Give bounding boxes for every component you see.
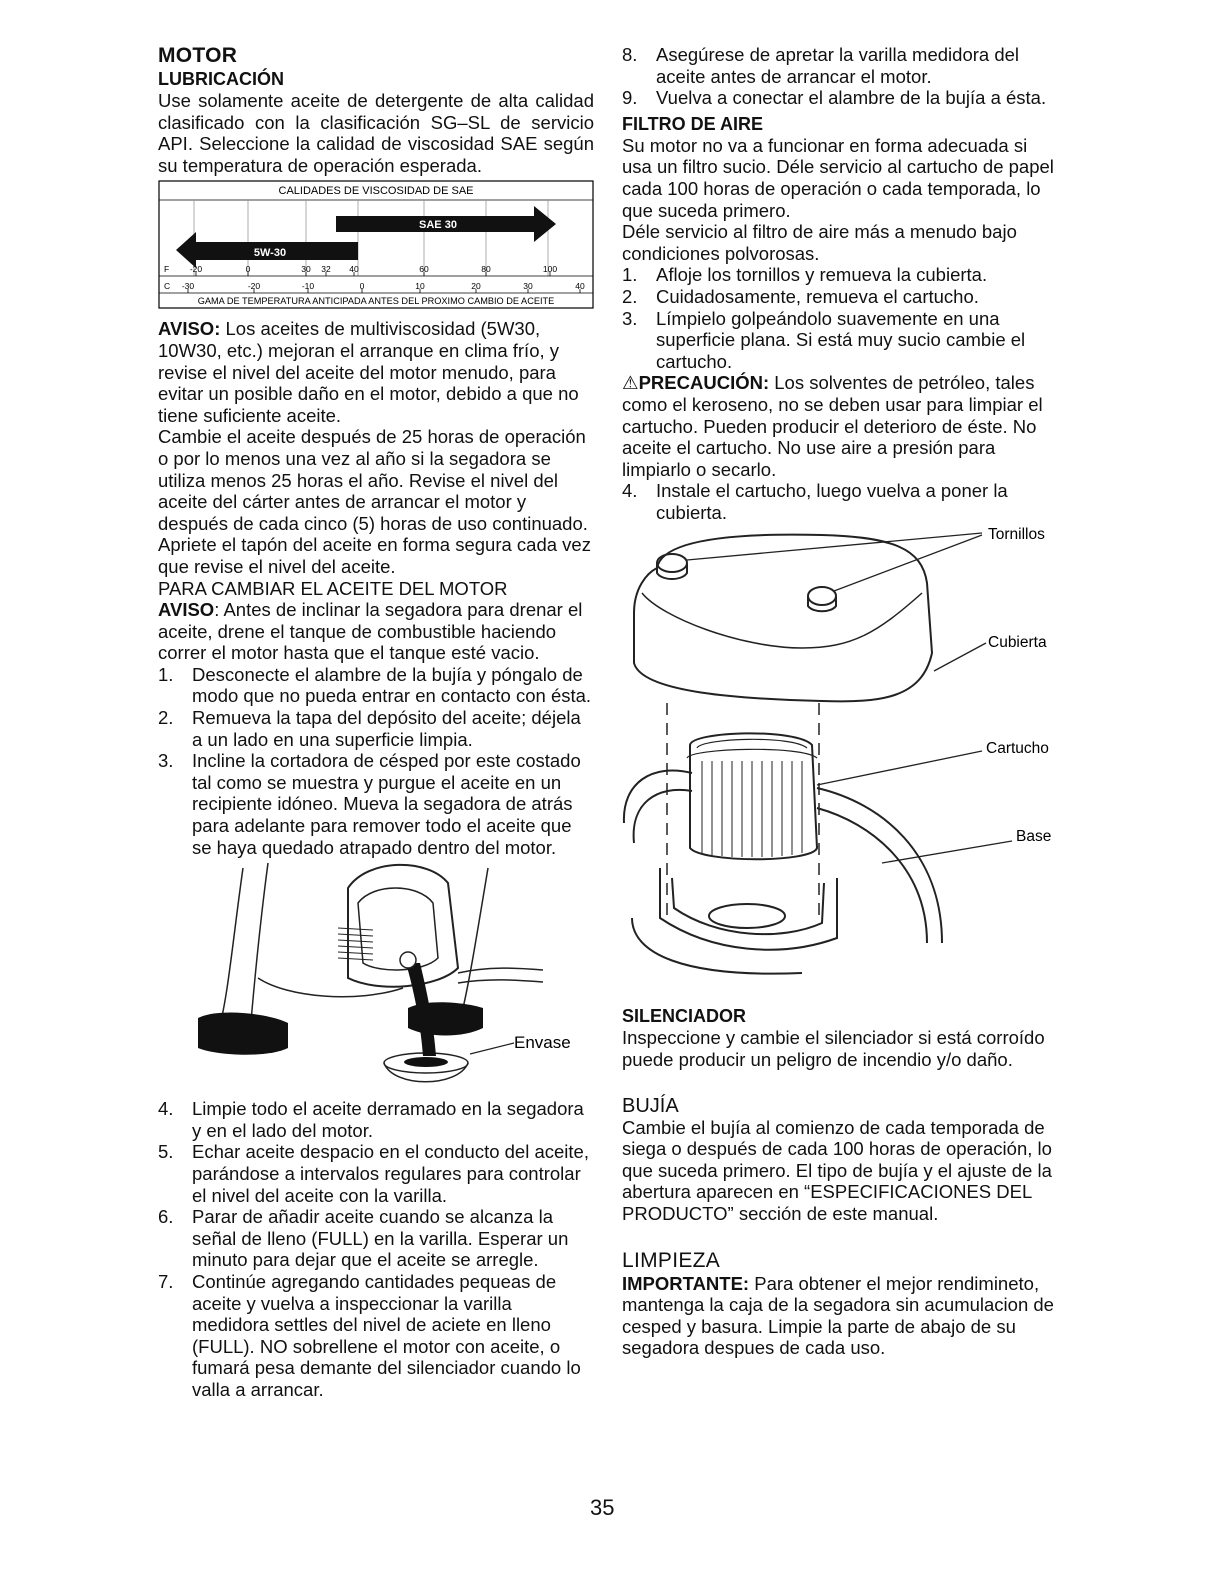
aviso2-text: : Antes de inclinar la segadora para drenar el aceite, drene el tanque de combustible haciendo correr el motor hasta que el tanque esté vacio. xyxy=(158,599,583,664)
steps-list-b xyxy=(158,1098,594,1400)
list-item xyxy=(622,44,1062,87)
aviso2-label: AVISO xyxy=(158,599,215,621)
list-item xyxy=(158,1206,594,1271)
scale-tick-label: -10 xyxy=(301,281,315,292)
scale-tick-label: 0 xyxy=(245,264,251,275)
scale-tick-label: 60 xyxy=(419,264,429,275)
importante-text: Para obtener el mejor rendimineto, mantenga la caja de la segadora sin acumulacion de cesped y basura. Limpie la parte de abajo de su segadora despues de cada uso. xyxy=(622,1272,1054,1359)
scale-tick-label: 32 xyxy=(321,264,331,275)
motor-title: MOTOR xyxy=(158,44,238,67)
list-item-text: Vuelva a conectar el alambre de la bujía a ésta. xyxy=(656,87,1047,109)
silenciador-text: Inspeccione y cambie el silenciador si está corroído puede producir un peligro de incendio y/o daño. xyxy=(622,1027,1045,1071)
chart-footer: GAMA DE TEMPERATURA ANTICIPADA ANTES DEL PROXIMO CAMBIO DE ACEITE xyxy=(197,296,555,307)
list-item-text: Desconecte el alambre de la bujía y póngalo de modo que no pueda entrar en contacto con ésta. xyxy=(192,663,592,707)
list-item-number: 3. xyxy=(158,750,174,772)
steps-list-d xyxy=(622,264,1062,372)
list-item-number: 3. xyxy=(622,307,638,329)
list-item xyxy=(158,707,594,750)
aviso1 xyxy=(158,318,594,426)
right-column xyxy=(622,44,1062,1359)
list-item-number: 1. xyxy=(158,663,174,685)
filtro-text-2: Déle servicio al filtro de aire más a menudo bajo condiciones polvorosas. xyxy=(622,221,1017,264)
scale-tick-label: 20 xyxy=(471,281,481,292)
label-base: Base xyxy=(1016,828,1052,846)
scale-tick-label: -30 xyxy=(181,281,195,292)
bujia-title: BUJÍA xyxy=(622,1094,679,1117)
envase-label: Envase xyxy=(514,1033,571,1053)
list-item-text: Asegúrese de apretar la varilla medidora del aceite antes de arrancar el motor. xyxy=(656,44,1020,87)
list-item xyxy=(622,87,1062,109)
list-item xyxy=(622,480,1062,523)
list-item-number: 4. xyxy=(158,1098,174,1120)
oil-drain-illustration xyxy=(158,858,594,1098)
scale-tick-label: -20 xyxy=(247,281,261,292)
list-item-text: Instale el cartucho, luego vuelva a poner la cubierta. xyxy=(656,480,1008,523)
scale-tick-label: 30 xyxy=(523,281,533,292)
lubricacion-text: Use solamente aceite de detergente de alta calidad clasificado con la clasificación SG–SL de servicio API. Seleccione la calidad de viscosidad SAE según su temperatura de operación esperada. xyxy=(158,90,594,176)
limpieza-title: LIMPIEZA xyxy=(622,1248,721,1272)
list-item xyxy=(158,1271,594,1401)
list-item-number: 7. xyxy=(158,1270,174,1292)
precaucion xyxy=(622,372,1062,480)
list-item xyxy=(158,750,594,858)
list-item xyxy=(158,664,594,707)
list-item xyxy=(622,286,1062,308)
label-tornillos: Tornillos xyxy=(988,526,1045,544)
list-item-number: 9. xyxy=(622,87,638,109)
importante xyxy=(622,1273,1062,1359)
scale-tick-label: 100 xyxy=(542,264,558,275)
aviso1-text: Los aceites de multiviscosidad (5W30, 10W30, etc.) mejoran el arranque en clima frío, y revise el nivel del aceite del motor menudo, para evitar un posible daño en el motor, debido a que no tiene suficiente aceite. xyxy=(158,318,579,426)
f-label: F xyxy=(164,264,170,275)
label-cubierta: Cubierta xyxy=(988,634,1047,652)
scale-tick-label: 0 xyxy=(359,281,365,292)
steps-list-c xyxy=(622,44,1062,109)
scale-tick-label: 10 xyxy=(415,281,425,292)
bujia-text: Cambie el bujía al comienzo de cada temporada de siega o después de cada 100 horas de operación, lo que suceda primero. El tipo de bujía y el ajuste de la abertura aparecen en “ESPECIFICACIONES DEL PRODUCTO” sección de este manual. xyxy=(622,1116,1052,1225)
list-item-number: 2. xyxy=(158,707,174,729)
list-item-text: Parar de añadir aceite cuando se alcanza la señal de lleno (FULL) en la varilla. Esperar un minuto para dejar que el aceite se arregle. xyxy=(192,1206,569,1271)
list-item-number: 8. xyxy=(622,44,638,65)
list-item-text: Remueva la tapa del depósito del aceite; déjela a un lado en una superficie limpia. xyxy=(192,707,581,750)
scale-tick-label: 80 xyxy=(481,264,491,275)
list-item-text: Continúe agregando cantidades pequeas de aceite y vuelva a inspeccionar la varilla medidora settles del nivel de aciete en lleno (FULL). NO sobrellene el motor con aceite, o fumará pesa demante del silenciador cuando lo valla a arrancar. xyxy=(192,1270,581,1400)
c-label: C xyxy=(164,281,171,292)
filtro-title: FILTRO DE AIRE xyxy=(622,113,763,134)
importante-label: IMPORTANTE: xyxy=(622,1272,750,1294)
list-item-text: Incline la cortadora de césped por este costado tal como se muestra y purgue el aceite en un recipiente idóneo. Mueva la segadora de atrás para adelante para remover todo el aceite que se haya quedado atrapado dentro del motor. xyxy=(192,750,581,858)
aviso1-label: AVISO: xyxy=(158,318,221,340)
list-item-number: 2. xyxy=(622,285,638,307)
viscosity-chart xyxy=(158,180,594,310)
list-item xyxy=(158,1098,594,1141)
list-item-text: Echar aceite despacio en el conducto del aceite, parándose a intervalos regulares para controlar el nivel del aceite con la varilla. xyxy=(192,1141,589,1206)
list-item xyxy=(158,1141,594,1206)
label-cartucho: Cartucho xyxy=(986,740,1049,758)
list-item-number: 4. xyxy=(622,480,638,502)
scale-tick-label: -20 xyxy=(189,264,203,275)
filtro-text-1: Su motor no va a funcionar en forma adecuada si usa un filtro sucio. Déle servicio al cartucho de papel cada 100 horas de operación o cada temporada, lo que suceda primero. xyxy=(622,134,1054,221)
steps-list-e xyxy=(622,480,1062,523)
list-item-text: Límpielo golpeándolo suavemente en una superficie plana. Si está muy sucio cambie el cartucho. xyxy=(656,307,1026,372)
precaucion-label-text: PRECAUCIÓN: xyxy=(638,372,770,394)
list-item-number: 5. xyxy=(158,1141,174,1163)
chart-title: CALIDADES DE VISCOSIDAD DE SAE xyxy=(278,185,474,198)
list-item xyxy=(622,308,1062,373)
para-cambiar-heading: PARA CAMBIAR EL ACEITE DEL MOTOR xyxy=(158,577,508,599)
steps-list-a xyxy=(158,664,594,858)
list-item-text: Limpie todo el aceite derramado en la segadora y en el lado del motor. xyxy=(192,1098,584,1141)
warning-icon: ⚠ xyxy=(622,372,639,394)
scale-tick-label: 40 xyxy=(349,264,359,275)
list-item-number: 6. xyxy=(158,1206,174,1228)
list-item xyxy=(622,264,1062,286)
left-column xyxy=(158,44,594,1401)
scale-tick-label: 30 xyxy=(301,264,311,275)
precaucion-text: Los solventes de petróleo, tales como el keroseno, no se deben usar para limpiar el cartucho. Pueden producir el deterioro de éste. No aceite el cartucho. No use aire a presión para limpiarlo o secarlo. xyxy=(622,372,1043,480)
page-number: 35 xyxy=(590,1495,615,1520)
list-item-text: Cuidadosamente, remueva el cartucho. xyxy=(656,285,979,307)
label-5w30: 5W-30 xyxy=(253,247,287,260)
aviso2 xyxy=(158,599,594,664)
cambie-text: Cambie el aceite después de 25 horas de operación o por lo menos una vez al año si la segadora se utiliza menos 25 horas el año. Revise el nivel del aceite del cárter antes de arrancar el motor y después de cada cinco (5) horas de uso continuado. Apriete el tapón del aceite en forma segura cada vez que revise el nivel del aceite. xyxy=(158,426,591,577)
lubricacion-title: LUBRICACIÓN xyxy=(158,69,284,89)
list-item-number: 1. xyxy=(622,264,638,286)
label-sae30: SAE 30 xyxy=(419,219,457,232)
list-item-text: Afloje los tornillos y remueva la cubierta. xyxy=(656,264,988,286)
precaucion-label xyxy=(622,372,769,393)
scale-tick-label: 40 xyxy=(575,281,585,292)
silenciador-title: SILENCIADOR xyxy=(622,1006,747,1027)
air-filter-illustration xyxy=(622,523,1062,983)
